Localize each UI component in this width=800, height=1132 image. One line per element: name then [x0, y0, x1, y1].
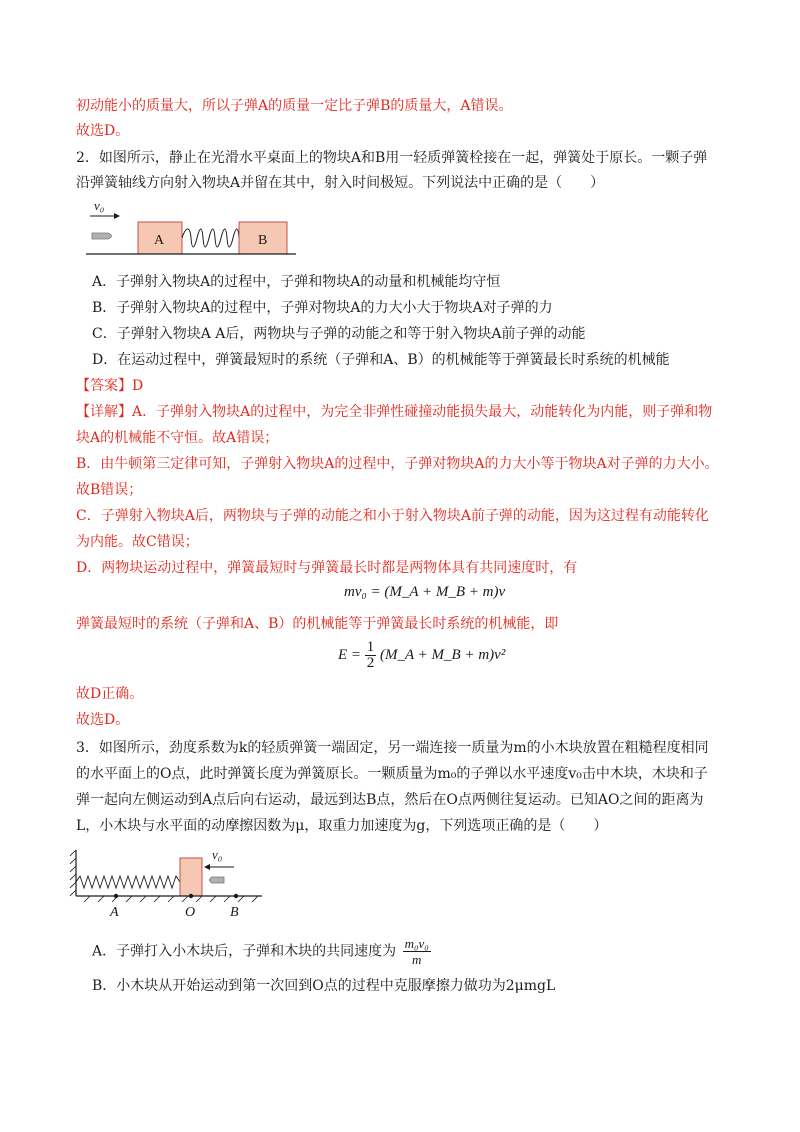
- q2-option-d: D．在运动过程中，弹簧最短时的系统（子弹和A、B）的机械能等于弹簧最长时系统的机械能: [92, 352, 670, 368]
- q2-end-line-1: 故D正确。: [76, 686, 144, 702]
- top-answer-line-1: 初动能小的质量大，所以子弹A的质量一定比子弹B的质量大，A错误。: [76, 98, 513, 114]
- q3-velocity-label: v₀: [212, 847, 223, 862]
- ground-hatching: [84, 896, 258, 902]
- point-b-dot: [234, 894, 238, 898]
- spring-zigzag: [76, 876, 180, 888]
- q2-velocity-label: v₀: [94, 198, 105, 213]
- bullet-shape: [92, 233, 112, 239]
- spring-coil: [182, 229, 239, 247]
- q2-energy-sentence: 弹簧最短时的系统（子弹和A、B）的机械能等于弹簧最长时系统的机械能，即: [76, 616, 559, 632]
- energy-eq-denominator: 2: [366, 655, 375, 671]
- wooden-block: [180, 858, 202, 896]
- top-answer-line-2: 故选D。: [76, 123, 130, 139]
- momentum-equation: mv₀ = (M_A + M_B + m)v: [344, 584, 506, 600]
- energy-eq-numerator: 1: [366, 639, 375, 655]
- q2-option-a: A．子弹射入物块A的过程中，子弹和物块A的动量和机械能均守恒: [92, 274, 501, 290]
- q3-stem-line-3: 弹一起向左侧运动到A点后向右运动，最远到达B点，然后在O点两侧往复运动。已知AO之间的距离为: [76, 792, 704, 808]
- point-o-dot: [189, 894, 193, 898]
- block-b-label: B: [258, 233, 268, 248]
- q3-stem-line-4: L，小木块与水平面的动摩擦因数为μ，取重力加速度为g，下列选项正确的是（ ）: [76, 818, 608, 834]
- q2-detail-line-7: D．两物块运动过程中，弹簧最短时与弹簧最长时都是两物体具有共同速度时，有: [76, 560, 578, 576]
- q2-detail-line-4: 故B错误；: [76, 482, 143, 498]
- q3-stem-line-1: 3．如图所示，劲度系数为k的轻质弹簧一端固定，另一端连接一质量为m的小木块放置在粗糙程度相同: [76, 740, 709, 756]
- energy-equation: [338, 640, 505, 671]
- q2-figure: [86, 196, 296, 268]
- q3-option-a-denominator: m: [411, 952, 422, 967]
- point-a-dot: [114, 894, 118, 898]
- point-a-label: A: [110, 905, 119, 920]
- q2-answer: 【答案】D: [76, 378, 144, 394]
- q3-option-a-fraction: [403, 936, 431, 967]
- q2-detail-line-1: 【详解】A．子弹射入物块A的过程中，为完全非弹性碰撞动能损失最大，动能转化为内能，则子弹和物: [76, 404, 713, 420]
- q3-option-b: B．小木块从开始运动到第一次回到O点的过程中克服摩擦力做功为2μmgL: [92, 978, 556, 994]
- velocity-arrow-head: [114, 213, 120, 219]
- block-a-label: A: [154, 233, 165, 248]
- q3-option-a-numerator: m₀v₀: [404, 936, 429, 951]
- q2-stem-line-2: 沿弹簧轴线方向射入物块A并留在其中，射入时间极短。下列说法中正确的是（ ）: [76, 175, 605, 191]
- q2-option-b: B．子弹射入物块A的过程中，子弹对物块A的力大小大于物块A对子弹的力: [92, 300, 553, 316]
- wall-hatching: [70, 850, 76, 896]
- q3-figure: [70, 842, 270, 922]
- q2-stem-line-1: 2．如图所示，静止在光滑水平桌面上的物块A和B用一轻质弹簧栓接在一起，弹簧处于原长。一颗子弹: [76, 150, 708, 166]
- q3-option-a: [92, 936, 431, 967]
- q3-option-a-text: A．子弹打入小木块后，子弹和木块的共同速度为: [92, 943, 397, 960]
- q3-bullet: [210, 877, 225, 883]
- q2-option-c: C．子弹射入物块A A后，两物块与子弹的动能之和等于射入物块A前子弹的动能: [92, 326, 586, 342]
- q2-detail-line-3: B．由牛顿第三定律可知，子弹射入物块A的过程中，子弹对物块A的力大小等于物块A对子弹的力大小。: [76, 456, 719, 472]
- q3-velocity-arrow-head: [204, 864, 210, 870]
- q3-stem-line-2: 的水平面上的O点，此时弹簧长度为弹簧原长。一颗质量为m₀的子弹以水平速度v₀击中木块，木块和子: [76, 766, 708, 782]
- q2-end-line-2: 故选D。: [76, 712, 130, 728]
- energy-eq-lhs: E =: [338, 646, 362, 663]
- energy-eq-rhs: (M_A + M_B + m)v²: [380, 646, 506, 663]
- point-b-label: B: [230, 905, 239, 920]
- energy-eq-fraction: [365, 640, 377, 671]
- q2-detail-line-5: C．子弹射入物块A后，两物块与子弹的动能之和小于射入物块A前子弹的动能，因为这过程有动能转化: [76, 508, 709, 524]
- q2-detail-line-2: 块A的机械能不守恒。故A错误；: [76, 430, 279, 446]
- point-o-label: O: [185, 905, 196, 920]
- q2-detail-line-6: 为内能。故C错误；: [76, 534, 199, 550]
